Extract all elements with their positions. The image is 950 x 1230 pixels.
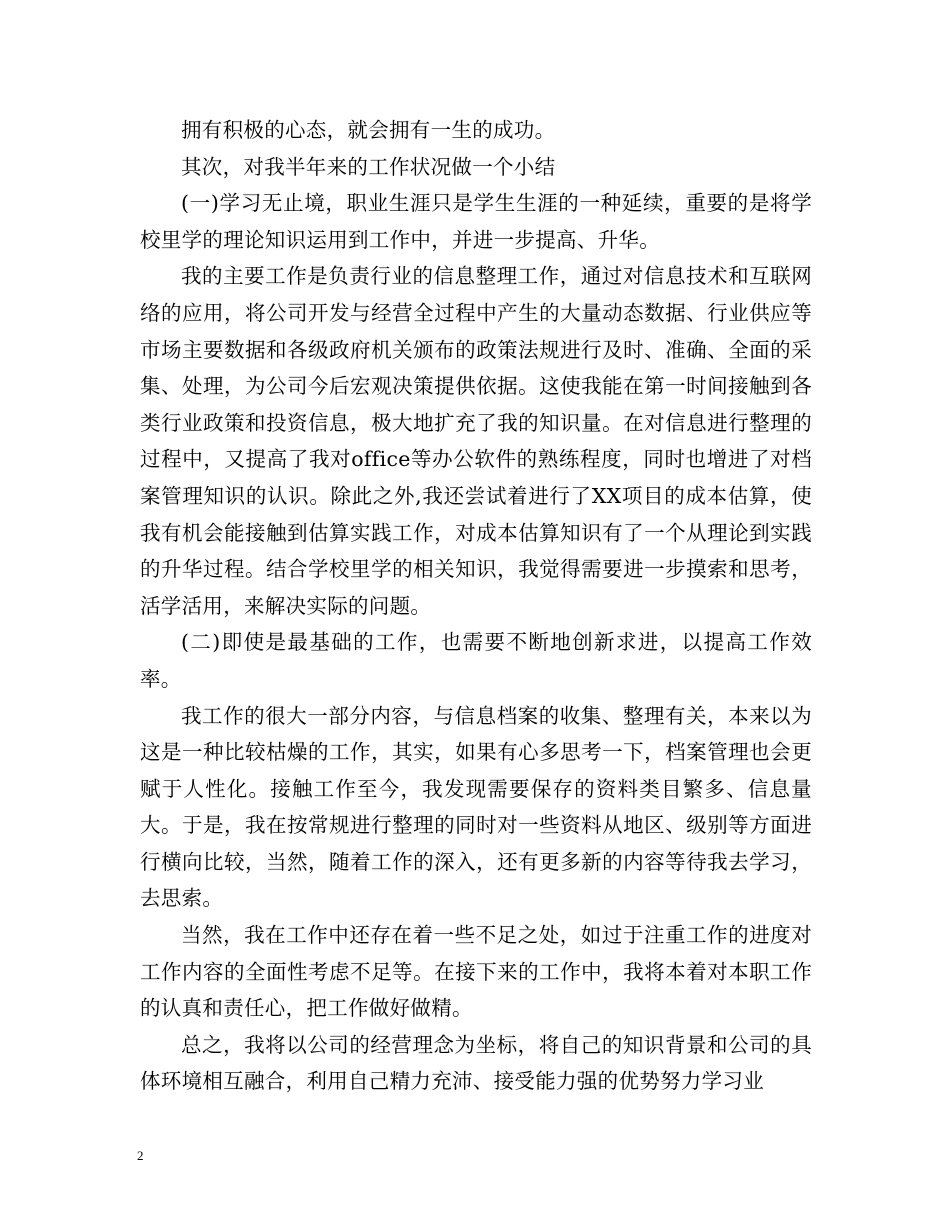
paragraph-section-two-heading: (二)即使是最基础的工作，也需要不断地创新求进，以提高工作效率。 [140,630,812,691]
paragraph-main-work: 我的主要工作是负责行业的信息整理工作，通过对信息技术和互联网络的应用，将公司开发与经营全过程中产生的大量动态数据、行业供应等市场主要数据和各级政府机关颁布的政策法规进行及时、准确、全面的采集、处理，为公司今后宏观决策提供依据。这使我能在第一时间接触到各类行业政策和投资信息，极大地扩充了我的知识量。在对信息进行整理的过程中，又提高了我对office等办公软件的熟练程度，同时也增进了对档案管理知识的认识。除此之外,我还尝试着进行了XX项目的成本估算，使我有机会能接触到估算实践工作，对成本估算知识有了一个从理论到实践的升华过程。结合学校里学的相关知识，我觉得需要进一步摸索和思考，活学活用，来解决实际的问题。 [140,264,812,618]
paragraph-mindset: 拥有积极的心态，就会拥有一生的成功。 [181,118,556,142]
document-body [140,112,812,1100]
paragraph-conclusion: 总之，我将以公司的经营理念为坐标，将自己的知识背景和公司的具体环境相互融合，利用自己精力充沛、接受能力强的优势努力学习业 [140,1032,812,1094]
paragraph-summary-intro: 其次，对我半年来的工作状况做一个小结 [181,154,556,179]
paragraph-section-one-heading: (一)学习无止境，职业生涯只是学生生涯的一种延续，重要的是将学校里学的理论知识运用到工作中，并进一步提高、升华。 [140,191,812,252]
page-number: 2 [137,1148,144,1163]
paragraph-shortcomings: 当然，我在工作中还存在着一些不足之处，如过于注重工作的进度对工作内容的全面性考虑不足等。在接下来的工作中，我将本着对本职工作的认真和责任心，把工作做好做精。 [140,923,812,1021]
paragraph-archive-work: 我工作的很大一部分内容，与信息档案的收集、整理有关，本来以为这是一种比较枯燥的工作，其实，如果有心多思考一下，档案管理也会更赋于人性化。接触工作至今，我发现需要保存的资料类目繁多、信息量大。于是，我在按常规进行整理的同时对一些资料从地区、级别等方面进行横向比较，当然，随着工作的深入，还有更多新的内容等待我去学习，去思索。 [140,703,812,911]
